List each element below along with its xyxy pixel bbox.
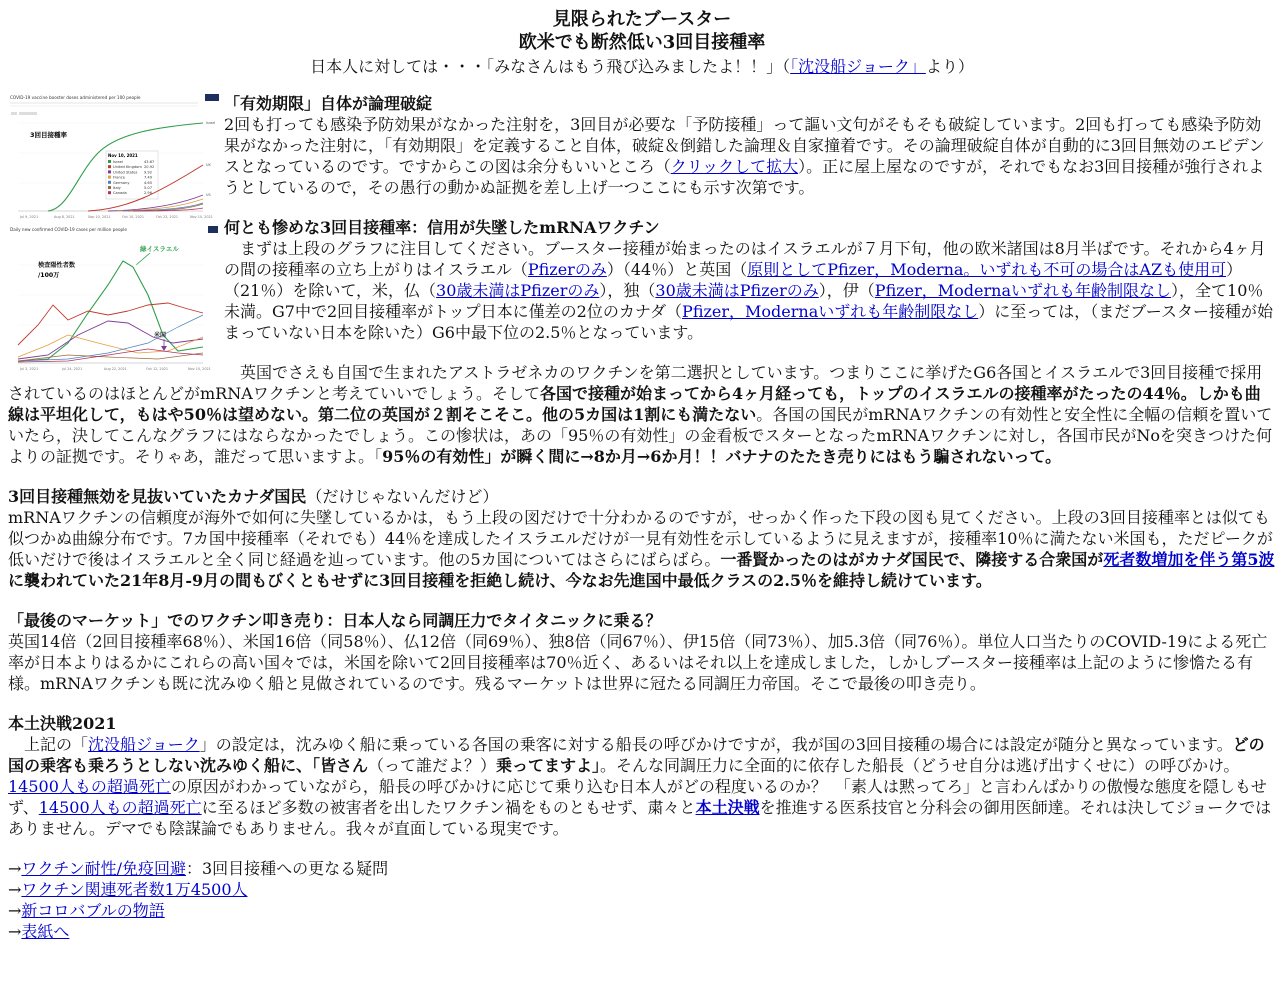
sections-with-figure (8, 93, 1276, 467)
fig1-date: Nov 10, 2021 (108, 153, 138, 158)
fig1-xtick: Jul 9, 2021 (20, 215, 39, 219)
page-subtitle: 欧米でも断然低い3回目接種率 (518, 32, 766, 53)
bubble-story-link[interactable]: 新コロバブルの物語 (21, 901, 165, 920)
fig2-xtick: Nov 10, 2021 (188, 367, 211, 371)
section-booster-heading: 何とも惨めな3回目接種率：信用が失墜したmRNAワクチン (224, 218, 660, 237)
fig2-xtick: Jul 24, 2021 (62, 367, 83, 371)
fig1-legend-swatch (108, 160, 111, 163)
homeland-battle-link[interactable]: 本土決戦 (695, 798, 760, 817)
fig1-legend-value: 5.07 (144, 186, 153, 190)
fig1-legend-value: 9.92 (144, 170, 153, 175)
cases-per-million-chart[interactable] (8, 225, 220, 375)
fig1-legend-swatch (108, 186, 111, 189)
fig1-legend-name: France (113, 175, 125, 180)
figure-column[interactable] (8, 93, 220, 375)
excess-deaths-link[interactable]: 14500人もの超過死亡 (8, 777, 171, 796)
fig2-xtick: Jul 3, 2021 (20, 367, 39, 371)
page-title: 見限られたブースター (552, 9, 732, 30)
fig1-legend-name: Israel (113, 160, 123, 164)
section-canada-heading: 3回目接種無効を見抜いていたカナダ国民（だけじゃないんだけど） (8, 487, 499, 506)
fig1-xtick: Nov 10, 2021 (190, 215, 213, 219)
fig1-xtick: Sep 10, 2021 (88, 215, 111, 219)
fig1-legend-name: Canada (113, 191, 127, 196)
vaccine-resistance-link[interactable]: ワクチン耐性/免疫回避 (21, 859, 186, 878)
fig1-legend-value: 4.65 (144, 180, 153, 185)
section-last-market-heading: 「最後のマーケット」でのワクチン叩き売り：日本人なら同調圧力でタイタニックに乗る？ (8, 611, 662, 630)
section-last-market-body: 英国14倍（2回目接種率68％）、米国16倍（同58％）、仏12倍（同69％）、独8倍（同67％）、伊15倍（同73％）、加5.3倍（同76％）。単位人口当たりのCOVID-19による死亡率が日本よりはるかにこれらの高い国々では，米国を除いて2回目接種率は70％近く、あるいはそれ以上を達成しました，しかしブースター接種率は上記のように惨憺たる有様。mRNAワクチンも既に沈みゆく船と見做されているのです。残るマーケットは世界に冠たる同調圧力帝国。そこで最後の叩き売り。 (8, 632, 1268, 693)
svg-text:Israel: Israel (206, 121, 216, 125)
owid-logo-2 (208, 226, 218, 233)
fig2-title: Daily new confirmed COVID-19 cases per million people (10, 227, 127, 232)
section-canada (8, 486, 1276, 591)
fig1-legend-swatch (108, 165, 111, 168)
click-to-enlarge-link[interactable]: クリックして拡大 (670, 157, 799, 176)
header-tagline: 日本人に対しては・・・「みなさんはもう飛び込みましたよ！！」（「沈没船ジョーク」より） (310, 57, 974, 76)
canada-vaccine-link[interactable]: Pfizer，Modernaいずれも年齢制限なし (682, 302, 979, 321)
fig1-legend-swatch (108, 170, 111, 173)
owid-logo (205, 94, 219, 101)
nav-item-bubble-story: →新コロバブルの物語 (8, 901, 165, 920)
fifth-wave-link[interactable]: 死者数増加を伴う第5波 (1103, 550, 1275, 569)
nav-item-vaccine-deaths: →ワクチン関連死者数1万4500人 (8, 880, 248, 899)
fig1-legend-value: 7.49 (144, 175, 153, 180)
fig2-xtick: Aug 22, 2021 (104, 367, 127, 371)
fig1-xtick: Aug 8, 2021 (54, 215, 75, 219)
fig2-xtick: Oct 12, 2021 (146, 367, 169, 371)
booster-rate-chart[interactable] (8, 93, 220, 223)
fig1-legend-value: 2.96 (144, 191, 153, 196)
section-canada-body: mRNAワクチンの信頼度が海外で如何に失墜しているかは，もう上段の図だけで十分わかるのですが，せっかく作った下段の図も見てください。上段の3回目接種率とは似ても似つかぬ曲線分布です。7カ国中接種率（それでも）44％を達成したイスラエルだけが一見有効性を示しているように見えますが，接種率10％に満たない米国も，ただピークが低いだけで後はイスラエルと全く同じ経過を辿っています。他の5カ国についてはさらにばらばら。一番賢かったのはがカナダ国民で、隣接する合衆国が死者数増加を伴う第5波に襲われていた21年8月-9月の間もびくともせずに3回目接種を拒絶し続け、今なお先進国中最低クラスの2.5％を維持し続けています。 (8, 508, 1275, 590)
fig1-legend-swatch (108, 176, 111, 179)
nav-item-vaccine-resistance: →ワクチン耐性/免疫回避：3回目接種への更なる疑問 (8, 859, 389, 878)
section-homeland-body: 上記の「沈没船ジョーク」の設定は，沈みゆく船に乗っている各国の乗客に対する船長の呼びかけですが，我が国の3回目接種の場合には設定が随分と異なっています。どの国の乗客も乗ろうとしない沈みゆく船に、「皆さん（って誰だよ？）乗ってますよ」。そんな同調圧力に全面的に依存した船長（どうせ自分は逃げ出すくせに）の呼びかけ。14500人もの超過死亡の原因がわかっていながら，船長の呼びかけに応じて乗り込む日本人がどの程度いるのか？ 「素人は黙ってろ」と言わんばかりの傲慢な態度を隠しもせず、14500人もの超過死亡に至るほど多数の被害者を出したワクチン禍をものともせず、粛々と本土決戦を推進する医系技官と分科会の御用医師達。それは決してジョークではありません。デマでも陰謀論でもありません。我々が直面している現実です。 (8, 735, 1272, 838)
svg-text:UK: UK (206, 163, 211, 167)
fig1-title: COVID-19 vaccine booster doses administered per 100 people (10, 95, 141, 100)
section-expiry-heading: 「有効期限」自体が論理破綻 (224, 94, 433, 113)
italy-vaccine-link[interactable]: Pfizer，Modernaいずれも年齢制限なし (874, 281, 1172, 300)
fig2-us-label: 米国 (154, 332, 167, 339)
nav-links (8, 858, 1276, 942)
header (8, 8, 1276, 77)
fig1-xtick: Oct 23, 2021 (156, 215, 179, 219)
section-homeland-heading: 本土決戦2021 (8, 714, 117, 733)
fig1-legend-value: 20.92 (144, 165, 155, 170)
fig1-legend-name: Germany (113, 180, 130, 185)
cover-page-link[interactable]: 表紙へ (21, 922, 70, 941)
fig2-label2: /100万 (38, 272, 60, 279)
uk-vaccine-link[interactable]: 原則としてPfizer，Moderna。いずれも不可の場合はAZも使用可 (747, 260, 1227, 279)
fig1-label: 3回目接種率 (30, 131, 68, 139)
sinking-ship-joke-link[interactable]: 「沈没船ジョーク」 (790, 57, 926, 76)
fig2-label1: 検査陽性者数 (38, 262, 76, 269)
fig2-israel-label: 緑イスラエル (140, 245, 179, 253)
section-mrna-trust (8, 362, 1276, 467)
section-last-market (8, 610, 1276, 694)
france-vaccine-link[interactable]: 30歳未満はPfizerのみ (436, 281, 600, 300)
fig1-legend-name: United States (113, 170, 138, 175)
excess-deaths-link-2[interactable]: 14500人もの超過死亡 (38, 798, 202, 817)
svg-text:US: US (206, 193, 211, 197)
vaccine-deaths-link[interactable]: ワクチン関連死者数1万4500人 (21, 880, 248, 899)
fig1-legend-value: 43.67 (144, 160, 155, 164)
fig1-legend-swatch (108, 181, 111, 184)
section-homeland (8, 713, 1276, 839)
fig1-legend-swatch (108, 191, 111, 194)
germany-vaccine-link[interactable]: 30歳未満はPfizerのみ (655, 281, 819, 300)
israel-pfizer-link[interactable]: Pfizerのみ (527, 260, 607, 279)
section-booster-body: まずは上段のグラフに注目してください。ブースター接種が始まったのはイスラエルが７月下旬，他の欧米諸国は8月半ばです。それから4ヶ月の間の接種率の立ち上がりはイスラエル（Pfizerのみ）（44％）と英国（原則としてPfizer，Moderna。いずれも不可の場合はAZも使用可）（21％）を除いて，米，仏（30歳未満はPfizerのみ），独（30歳未満はPfizerのみ），伊（Pfizer，Modernaいずれも年齢制限なし），全て10％未満。G7中で2回目接種率がトップ日本に僅差の2位のカナダ（Pfizer，Modernaいずれも年齢制限なし）に至っては，（まだブースター接種が始まっていない日本を除いた）G6中最下位の2.5％となっています。 (224, 239, 1273, 342)
nav-item-cover: →表紙へ (8, 922, 70, 941)
sinking-ship-joke-link-2[interactable]: 沈没船ジョーク (88, 735, 200, 754)
section-expiry-body: 2回も打っても感染予防効果がなかった注射を，3回目が必要な「予防接種」って謳い文句がそもそも破綻しています。2回も打っても感染予防効果がなかった注射に，「有効期限」を定義すること自体，破綻＆倒錯した論理＆自家撞着です。その論理破綻自体が自動的に3回目無効のエビデンスとなっているのです。ですからこの図は余分もいいところ（クリックして拡大）。正に屋上屋なのですが，それでもなお3回目接種が強行されようとしているので，その愚行の動かぬ証拠を差し上げ一つここにも示す次第です。 (224, 115, 1265, 197)
fig1-legend-name: Italy (113, 186, 121, 190)
fig1-xtick: Oct 10, 2021 (122, 215, 145, 219)
fig1-legend-name: United Kingdom (113, 165, 142, 170)
section-mrna-body: 英国でさえも自国で生まれたアストラゼネカのワクチンを第二選択としています。つまりここに挙げたG6各国とイスラエルで3回目接種で採用されているのはほとんどがmRNAワクチンと考えていいでしょう。そして各国で接種が始まってから4ヶ月経っても，トップのイスラエルの接種率がたったの44％。しかも曲線は平坦化して，もはや50％は望めない。第二位の英国が２割そこそこ。他の5カ国は1割にも満たない。各国の国民がmRNAワクチンの有効性と安全性に全幅の信頼を置いていたら，決してこんなグラフにはならなかったでしょう。この惨状は，あの「95％の有効性」の金看板でスターとなったmRNAワクチンに対し，各国市民がNoを突きつけた何よりの証拠です。そりゃあ，誰だって思いますよ。「95％の有効性」が瞬く間に→8か月→6か月！！バナナのたたき売りにはもう騙されないって。 (8, 363, 1273, 466)
